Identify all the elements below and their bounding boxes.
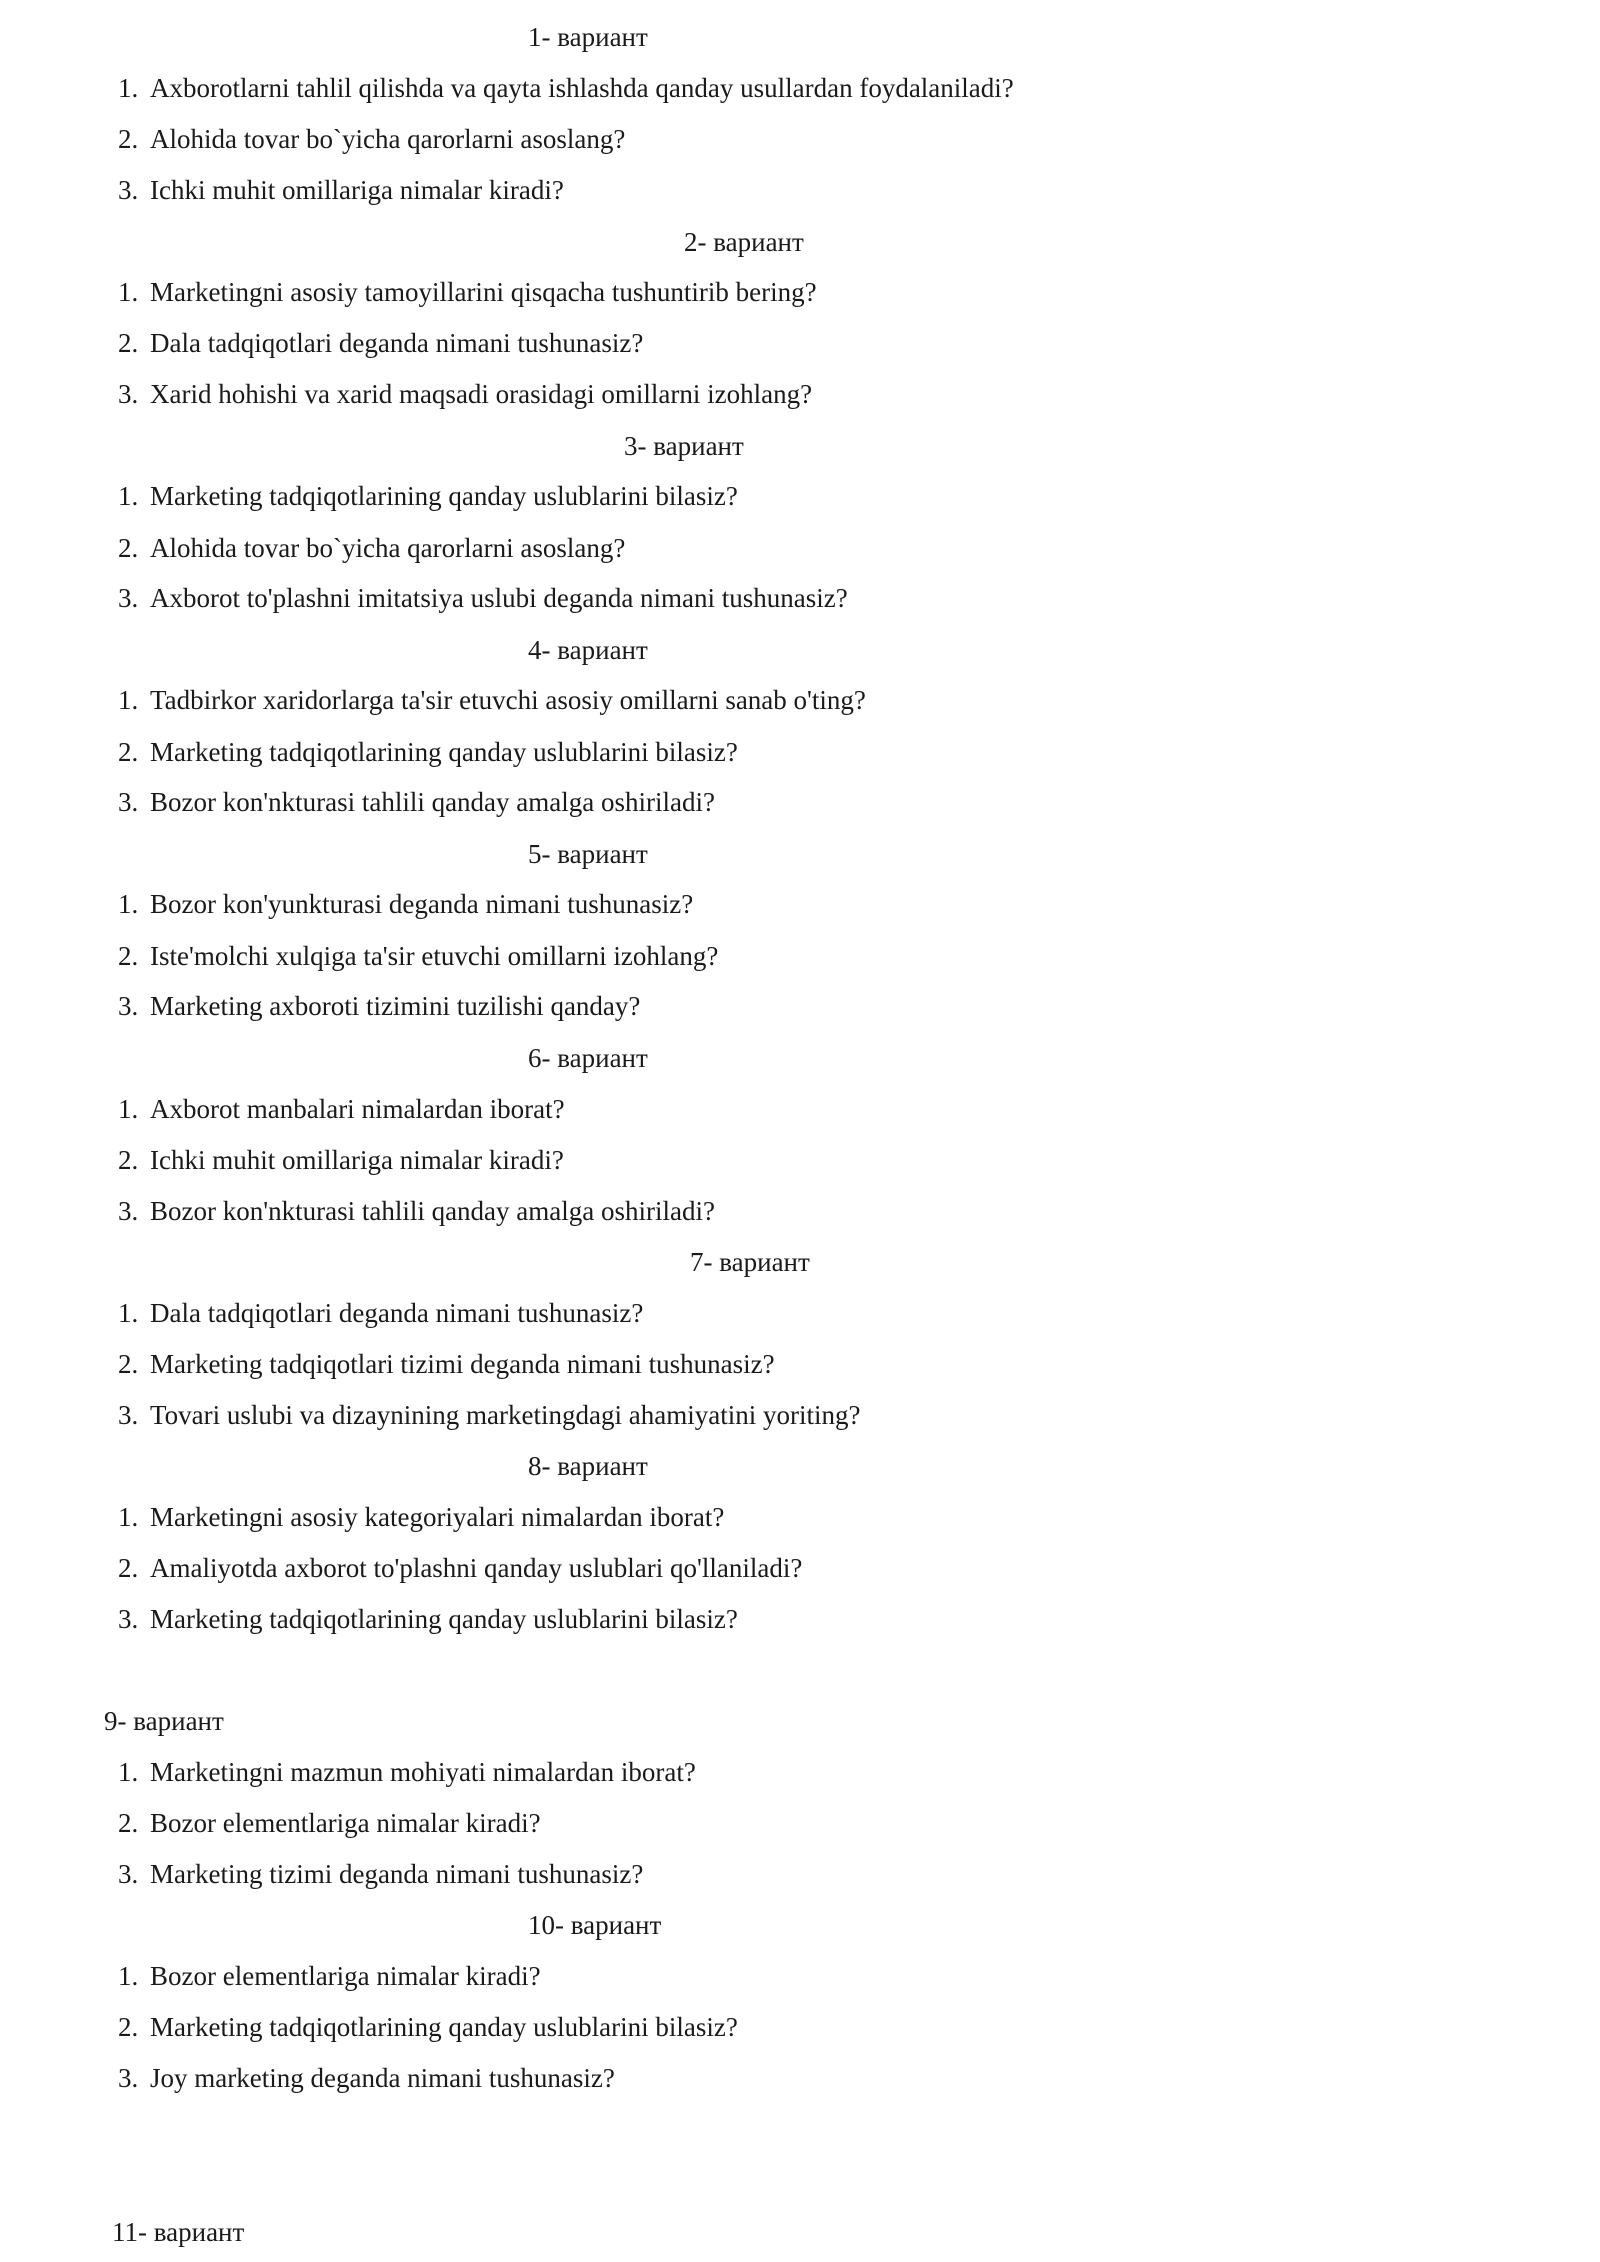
question-item: 2. Alohida tovar bo`yicha qarorlarni asoslang? [118, 533, 626, 563]
question-text: Marketingni mazmun mohiyati nimalardan iborat? [150, 1757, 696, 1787]
variant-heading: 2- вариант [684, 227, 804, 257]
question-item: 3. Marketing tizimi deganda nimani tushunasiz? [118, 1859, 644, 1889]
question-item: 1. Axborotlarni tahlil qilishda va qayta ishlashda qanday usullardan foydalaniladi? [118, 73, 1014, 103]
question-item: 3. Joy marketing deganda nimani tushunasiz? [118, 2063, 615, 2093]
question-item: 1. Marketingni mazmun mohiyati nimalardan iborat? [118, 1757, 696, 1787]
question-text: Marketing tadqiqotlarining qanday uslublarini bilasiz? [150, 481, 738, 511]
question-text: Tovari uslubi va dizaynining marketingdagi ahamiyatini yoriting? [150, 1400, 861, 1430]
question-text: Marketing tadqiqotlari tizimi deganda nimani tushunasiz? [150, 1349, 775, 1379]
question-text: Marketingni asosiy tamoyillarini qisqacha tushuntirib bering? [150, 277, 817, 307]
question-text: Marketing tadqiqotlarining qanday uslublarini bilasiz? [150, 1604, 738, 1634]
question-text: Dala tadqiqotlari deganda nimani tushunasiz? [150, 1298, 644, 1328]
variant-heading: 9- вариант [104, 1706, 224, 1736]
question-item: 3. Marketing tadqiqotlarining qanday uslublarini bilasiz? [118, 1604, 738, 1634]
question-text: Tadbirkor xaridorlarga ta'sir etuvchi asosiy omillarni sanab o'ting? [150, 685, 866, 715]
question-item: 3. Xarid hohishi va xarid maqsadi orasidagi omillarni izohlang? [118, 379, 813, 409]
question-text: Bozor kon'nkturasi tahlili qanday amalga oshiriladi? [150, 1196, 715, 1226]
question-text: Marketing tizimi deganda nimani tushunasiz? [150, 1859, 644, 1889]
question-text: Marketingni asosiy kategoriyalari nimalardan iborat? [150, 1502, 725, 1532]
question-text: Bozor elementlariga nimalar kiradi? [150, 1961, 541, 1991]
question-item: 2. Marketing tadqiqotlari tizimi deganda nimani tushunasiz? [118, 1349, 775, 1379]
question-text: Bozor kon'nkturasi tahlili qanday amalga oshiriladi? [150, 787, 715, 817]
question-text: Marketing axboroti tizimini tuzilishi qanday? [150, 991, 641, 1021]
variant-heading: 7- вариант [690, 1247, 810, 1277]
question-text: Axborot manbalari nimalardan iborat? [150, 1094, 565, 1124]
question-item: 2. Marketing tadqiqotlarining qanday uslublarini bilasiz? [118, 737, 738, 767]
question-text: Axborot to'plashni imitatsiya uslubi deganda nimani tushunasiz? [150, 583, 848, 613]
question-item: 1. Marketing tadqiqotlarining qanday uslublarini bilasiz? [118, 481, 738, 511]
variant-heading: 10- вариант [528, 1910, 662, 1940]
variant-heading: 11- вариант [112, 2217, 245, 2247]
question-item: 1. Bozor elementlariga nimalar kiradi? [118, 1961, 541, 1991]
question-item: 1. Bozor kon'yunkturasi deganda nimani tushunasiz? [118, 889, 694, 919]
question-item: 1. Marketingni asosiy tamoyillarini qisqacha tushuntirib bering? [118, 277, 817, 307]
question-item: 2. Dala tadqiqotlari deganda nimani tushunasiz? [118, 328, 644, 358]
question-item: 2. Ichki muhit omillariga nimalar kiradi? [118, 1145, 564, 1175]
question-item: 3. Bozor kon'nkturasi tahlili qanday amalga oshiriladi? [118, 787, 715, 817]
question-text: Axborotlarni tahlil qilishda va qayta ishlashda qanday usullardan foydalaniladi? [150, 73, 1014, 103]
question-item: 3. Axborot to'plashni imitatsiya uslubi deganda nimani tushunasiz? [118, 583, 848, 613]
variant-heading: 8- вариант [528, 1451, 648, 1481]
question-item: 2. Marketing tadqiqotlarining qanday uslublarini bilasiz? [118, 2012, 738, 2042]
question-text: Bozor kon'yunkturasi deganda nimani tushunasiz? [150, 889, 694, 919]
question-item: 3. Marketing axboroti tizimini tuzilishi qanday? [118, 991, 641, 1021]
question-text: Xarid hohishi va xarid maqsadi orasidagi omillarni izohlang? [150, 379, 813, 409]
variant-heading: 3- вариант [624, 431, 744, 461]
question-item: 1. Marketingni asosiy kategoriyalari nimalardan iborat? [118, 1502, 725, 1532]
question-item: 3. Ichki muhit omillariga nimalar kiradi? [118, 175, 564, 205]
question-text: Ichki muhit omillariga nimalar kiradi? [150, 175, 564, 205]
variant-heading: 6- вариант [528, 1043, 648, 1073]
question-text: Iste'molchi xulqiga ta'sir etuvchi omillarni izohlang? [150, 941, 719, 971]
question-item: 1. Dala tadqiqotlari deganda nimani tushunasiz? [118, 1298, 644, 1328]
question-item: 1. Tadbirkor xaridorlarga ta'sir etuvchi asosiy omillarni sanab o'ting? [118, 685, 866, 715]
question-text: Ichki muhit omillariga nimalar kiradi? [150, 1145, 564, 1175]
question-text: Marketing tadqiqotlarining qanday uslublarini bilasiz? [150, 737, 738, 767]
question-text: Bozor elementlariga nimalar kiradi? [150, 1808, 541, 1838]
question-text: Marketing tadqiqotlarining qanday uslublarini bilasiz? [150, 2012, 738, 2042]
question-item: 1. Axborot manbalari nimalardan iborat? [118, 1094, 565, 1124]
variant-heading: 5- вариант [528, 839, 648, 869]
question-item: 2. Bozor elementlariga nimalar kiradi? [118, 1808, 541, 1838]
question-item: 3. Bozor kon'nkturasi tahlili qanday amalga oshiriladi? [118, 1196, 715, 1226]
question-text: Alohida tovar bo`yicha qarorlarni asoslang? [150, 533, 626, 563]
question-item: 3. Tovari uslubi va dizaynining marketingdagi ahamiyatini yoriting? [118, 1400, 861, 1430]
question-text: Amaliyotda axborot to'plashni qanday uslublari qo'llaniladi? [150, 1553, 803, 1583]
variant-heading: 1- вариант [528, 22, 648, 52]
question-item: 2. Amaliyotda axborot to'plashni qanday uslublari qo'llaniladi? [118, 1553, 803, 1583]
question-text: Joy marketing deganda nimani tushunasiz? [150, 2063, 615, 2093]
variant-heading: 4- вариант [528, 635, 648, 665]
question-text: Alohida tovar bo`yicha qarorlarni asoslang? [150, 124, 626, 154]
question-item: 2. Alohida tovar bo`yicha qarorlarni asoslang? [118, 124, 626, 154]
question-item: 2. Iste'molchi xulqiga ta'sir etuvchi omillarni izohlang? [118, 941, 719, 971]
question-text: Dala tadqiqotlari deganda nimani tushunasiz? [150, 328, 644, 358]
